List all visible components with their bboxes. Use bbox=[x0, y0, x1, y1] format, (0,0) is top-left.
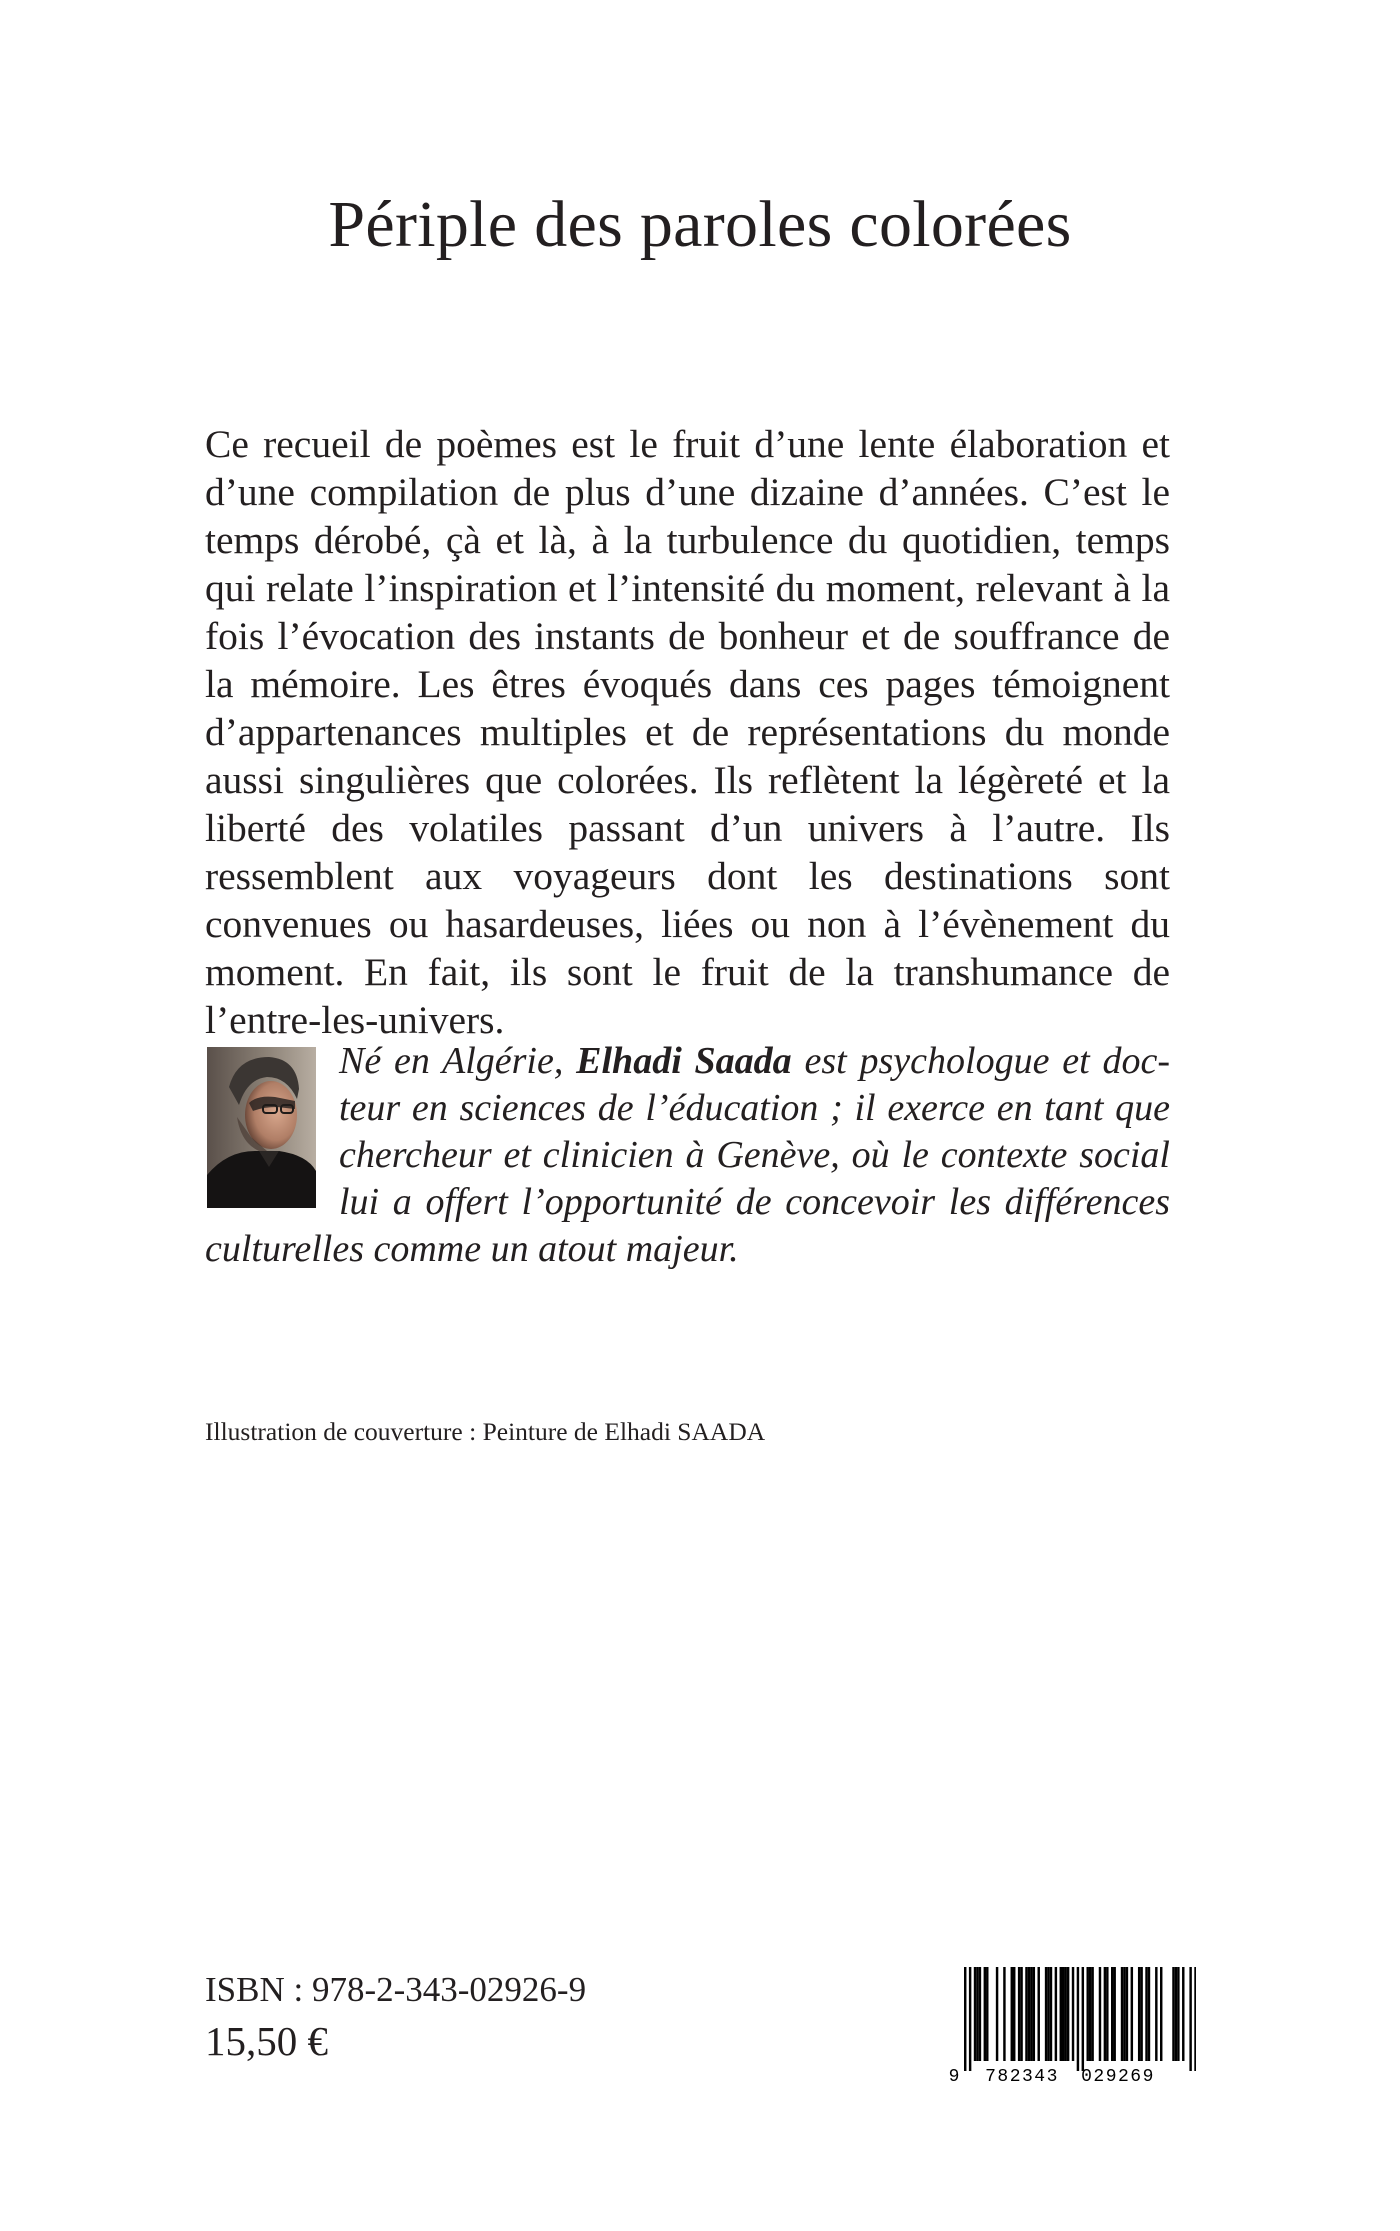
barcode-bar bbox=[1033, 1967, 1035, 2061]
barcode-bar bbox=[1011, 1967, 1013, 2061]
barcode-bar bbox=[1111, 1967, 1113, 2061]
barcode-bar bbox=[1050, 1967, 1052, 2061]
barcode-bar bbox=[1047, 1967, 1049, 2061]
barcode-bar bbox=[1091, 1967, 1093, 2061]
barcode-bar bbox=[964, 1967, 966, 2071]
barcode-bar bbox=[1003, 1967, 1005, 2061]
price-label: 15,50 € bbox=[205, 2018, 328, 2064]
barcode-bar bbox=[1175, 1967, 1177, 2061]
barcode-bar bbox=[1126, 1967, 1128, 2061]
barcode-bar bbox=[1172, 1967, 1174, 2061]
barcode-bar bbox=[1055, 1967, 1057, 2061]
barcode-bar bbox=[1067, 1967, 1069, 2061]
barcode-bar bbox=[1045, 1967, 1047, 2061]
barcode-bar bbox=[1099, 1967, 1101, 2061]
barcode-bar bbox=[1189, 1967, 1191, 2071]
barcode-bar bbox=[969, 1967, 971, 2071]
barcode-bar bbox=[1020, 1967, 1022, 2061]
barcode-bar bbox=[1060, 1967, 1062, 2061]
barcode-bar bbox=[1148, 1967, 1150, 2061]
barcode-bar bbox=[1082, 1967, 1084, 2071]
barcode-bar bbox=[1131, 1967, 1133, 2061]
photo-spacer bbox=[205, 1038, 339, 1222]
barcode-bar bbox=[986, 1967, 988, 2061]
barcode-digits-left: 782343 bbox=[985, 2067, 1059, 2087]
barcode-bar bbox=[1104, 1967, 1106, 2061]
barcode-bar bbox=[1123, 1967, 1125, 2061]
barcode-bar bbox=[1087, 1967, 1089, 2061]
barcode-bar bbox=[1018, 1967, 1020, 2061]
barcode-bar bbox=[1013, 1967, 1015, 2061]
barcode bbox=[946, 1963, 1196, 2088]
barcode-bar bbox=[1182, 1967, 1184, 2061]
barcode-bar bbox=[1025, 1967, 1027, 2061]
barcode-bar bbox=[1064, 1967, 1066, 2061]
barcode-bar bbox=[1155, 1967, 1157, 2061]
barcode-bar bbox=[1028, 1967, 1030, 2061]
barcode-bar bbox=[1113, 1967, 1115, 2061]
barcode-bar bbox=[1062, 1967, 1064, 2061]
barcode-bar bbox=[1077, 1967, 1079, 2071]
book-blurb: Ce recueil de poèmes est le fruit d’une lente élaboration et d’une compilation de plus d’une dizaine d’années. C’est le temps dérobé, çà et là, à la turbulence du quotidien, temps qui relate l’inspiration et l’intensité du moment, relevant à la fois l’évocation des instants de bonheur et de souffrance de la mémoire. Les êtres évoqués dans ces pages témoignent d’appartenances multiples et de représentations du monde aussi singulières que colorées. Ils reflètent la légèreté et la liberté des volatiles passant d’un univers à l’autre. Ils ressemblent aux voyageurs dont les destinations sont convenues ou hasardeuses, liées ou non à l’évènement du moment. En fait, ils sont le fruit de la transhumance de l’entre-les-univers. bbox=[205, 422, 1170, 1042]
barcode-bar bbox=[1177, 1967, 1179, 2061]
barcode-bar bbox=[976, 1967, 978, 2061]
barcode-digit-first: 9 bbox=[948, 2067, 960, 2087]
author-name: Elhadi Saada bbox=[576, 1040, 792, 1082]
cover-illustration-credit: Illustration de couverture : Peinture de Elhadi SAADA bbox=[205, 1417, 766, 1446]
isbn-label: ISBN : 978-2-343-02926-9 bbox=[205, 1970, 587, 2009]
barcode-bar bbox=[1138, 1967, 1140, 2061]
barcode-bar bbox=[984, 1967, 986, 2061]
barcode-bar bbox=[1106, 1967, 1108, 2061]
barcode-bar bbox=[1145, 1967, 1147, 2061]
barcode-bar bbox=[996, 1967, 998, 2061]
book-title: Périple des paroles colorées bbox=[328, 188, 1072, 261]
barcode-bar bbox=[979, 1967, 981, 2061]
author-bio-text: est psychologue et docteur en sciences de l’éducation ; il exerce en tant que chercheur et clinicien à Genève, où le contexte social lui a offert l’opportunité de concevoir les différences culturelles comme un atout majeur. bbox=[205, 1040, 1170, 1270]
barcode-bar bbox=[1121, 1967, 1123, 2061]
barcode-bar bbox=[974, 1967, 976, 2061]
barcode-bar bbox=[1194, 1967, 1196, 2071]
barcode-bar bbox=[1072, 1967, 1074, 2061]
barcode-digits-right: 029269 bbox=[1081, 2067, 1155, 2087]
author-bio-intro: Né en Algérie, bbox=[339, 1040, 577, 1082]
barcode-bar bbox=[1030, 1967, 1032, 2061]
author-bio bbox=[205, 1038, 1170, 1273]
barcode-bar bbox=[1140, 1967, 1142, 2061]
barcode-bar bbox=[1038, 1967, 1040, 2061]
barcode-bar bbox=[1089, 1967, 1091, 2061]
barcode-bar bbox=[1160, 1967, 1162, 2061]
